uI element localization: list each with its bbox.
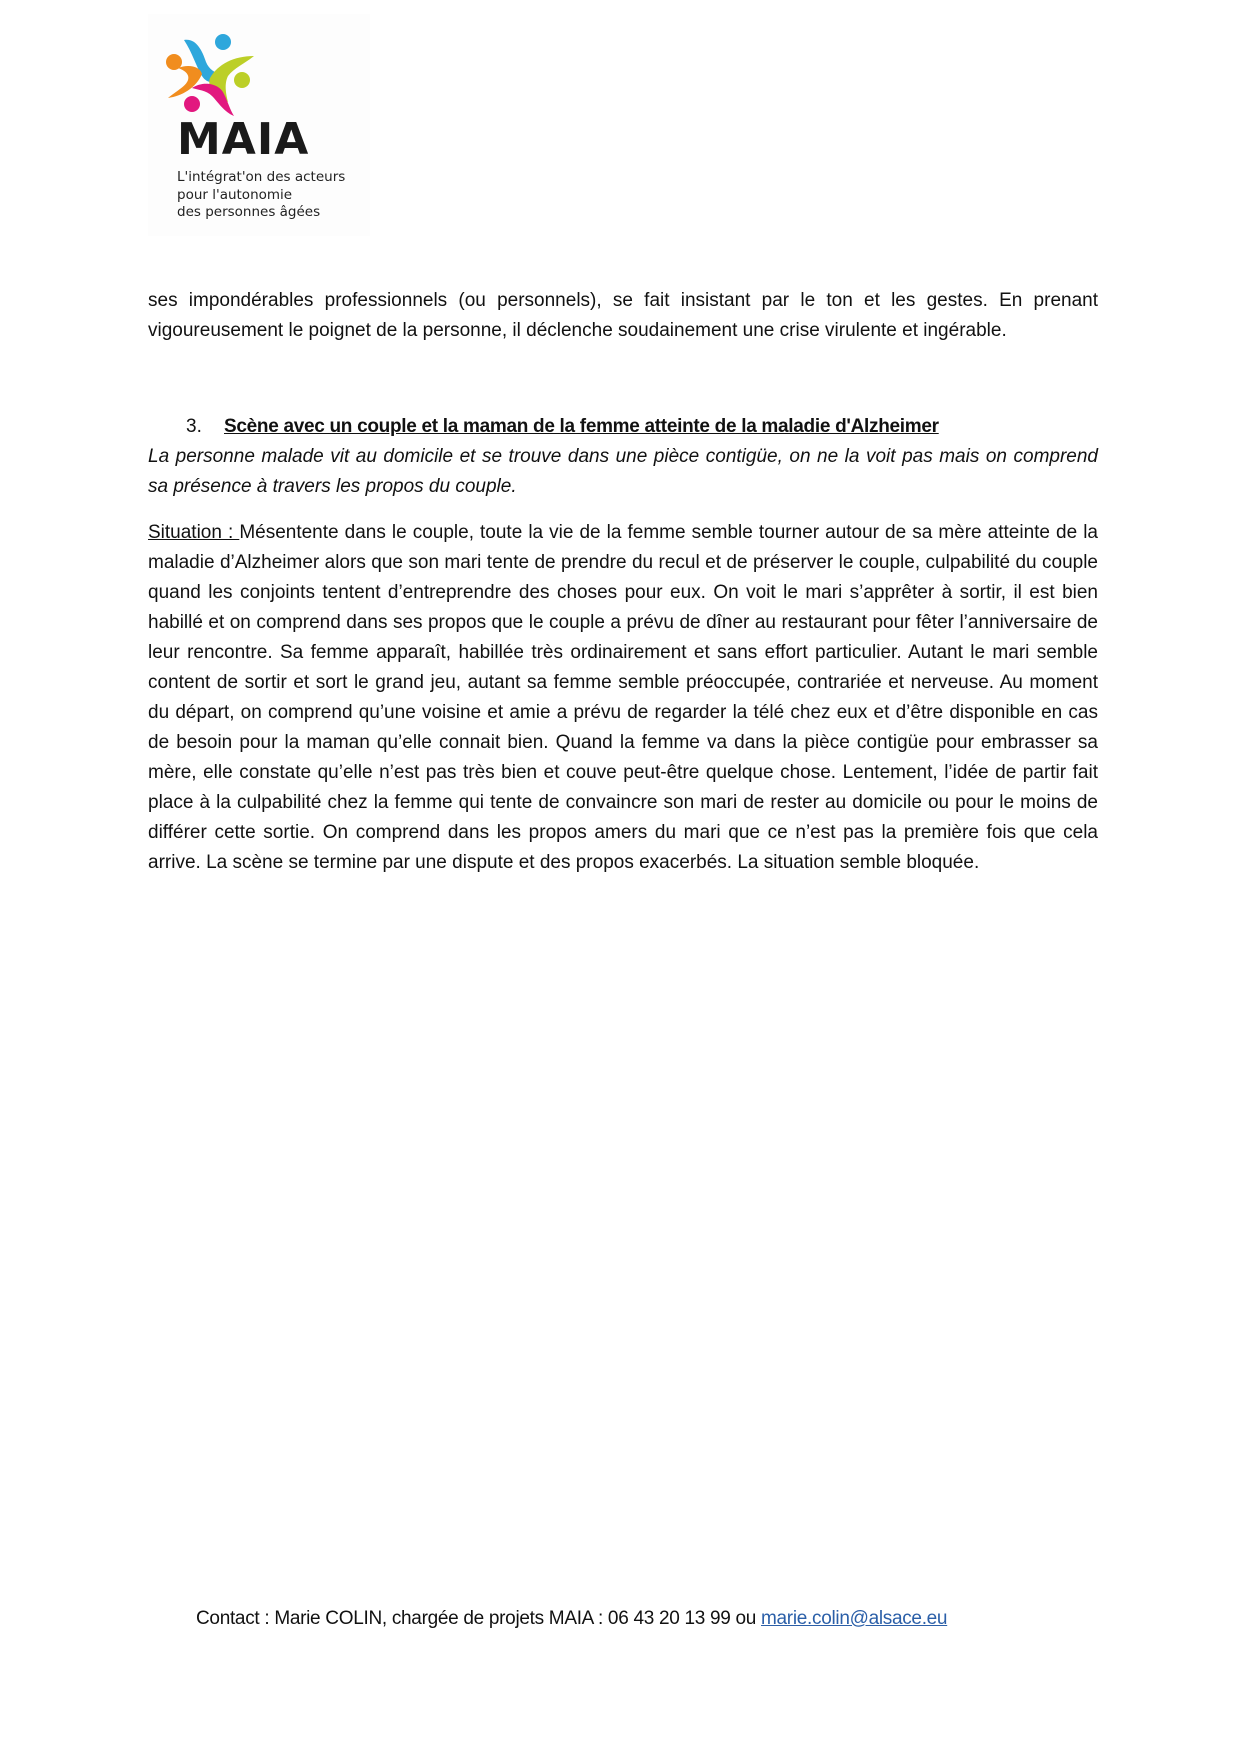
situation-label: Situation : bbox=[148, 522, 240, 543]
situation-text: Mésentente dans le couple, toute la vie de la femme semble tourner autour de sa mère atteinte de la maladie d’Alzheimer alors que son mari tente de prendre du recul et de préserver le couple, culpabilité du couple quand les conjoints tentent d’entreprendre des choses pour eux. On voit le mari s’apprêter à sortir, il est bien habillé et on comprend dans ses propos que le couple a prévu de dîner au restaurant pour fêter l’anniversaire de leur rencontre. Sa femme apparaît, habillée très ordinairement et sans effort particulier. Autant le mari semble content de sortir et sort le grand jeu, autant sa femme semble préoccupée, contrariée et nerveuse. Au moment du départ, on comprend qu’une voisine et amie a prévu de regarder la télé chez eux et d’être disponible en cas de besoin pour la maman qu’elle connait bien. Quand la femme va dans la pièce contigüe pour embrasser sa mère, elle constate qu’elle n’est pas très bien et couve peut-être quelque chose. Lentement, l’idée de partir fait place à la culpabilité chez la femme qui tente de convaincre son mari de rester au domicile ou pour le moins de différer cette sortie. On comprend dans les propos amers du mari que ce n’est pas la première fois que cela arrive. La scène se termine par une dispute et des propos exacerbés. La situation semble bloquée. bbox=[148, 522, 1098, 873]
contact-email-link[interactable]: marie.colin@alsace.eu bbox=[761, 1608, 948, 1629]
section-heading bbox=[186, 412, 939, 442]
logo-blue-head bbox=[215, 34, 231, 50]
contact-text: Contact : Marie COLIN, chargée de projets MAIA : 06 43 20 13 99 ou bbox=[196, 1608, 762, 1629]
footer-contact bbox=[196, 1604, 947, 1634]
section-title: Scène avec un couple et la maman de la femme atteinte de la maladie d'Alzheimer bbox=[224, 416, 939, 437]
logo-green-head bbox=[234, 72, 250, 88]
paragraph-continued: ses impondérables professionnels (ou personnels), se fait insistant par le ton et les gestes. En prenant vigoureusement le poignet de la personne, il déclenche soudainement une crise virulente et ingérable. bbox=[148, 290, 1098, 341]
logo-magenta-head bbox=[184, 96, 200, 112]
situation-paragraph bbox=[148, 518, 1098, 878]
maia-logo bbox=[148, 14, 370, 236]
logo-tagline: L'intégrat'on des acteurs pour l'autonomie des personnes âgées bbox=[177, 169, 346, 220]
maia-logo-icon bbox=[162, 28, 262, 120]
section-intro: La personne malade vit au domicile et se trouve dans une pièce contigüe, on ne la voit pas mais on comprend sa présence à travers les propos du couple. bbox=[148, 446, 1098, 497]
logo-orange-head bbox=[166, 54, 182, 70]
logo-orange-figure bbox=[168, 66, 202, 98]
logo-name: MAIA bbox=[177, 114, 310, 165]
section-number: 3. bbox=[186, 416, 202, 437]
